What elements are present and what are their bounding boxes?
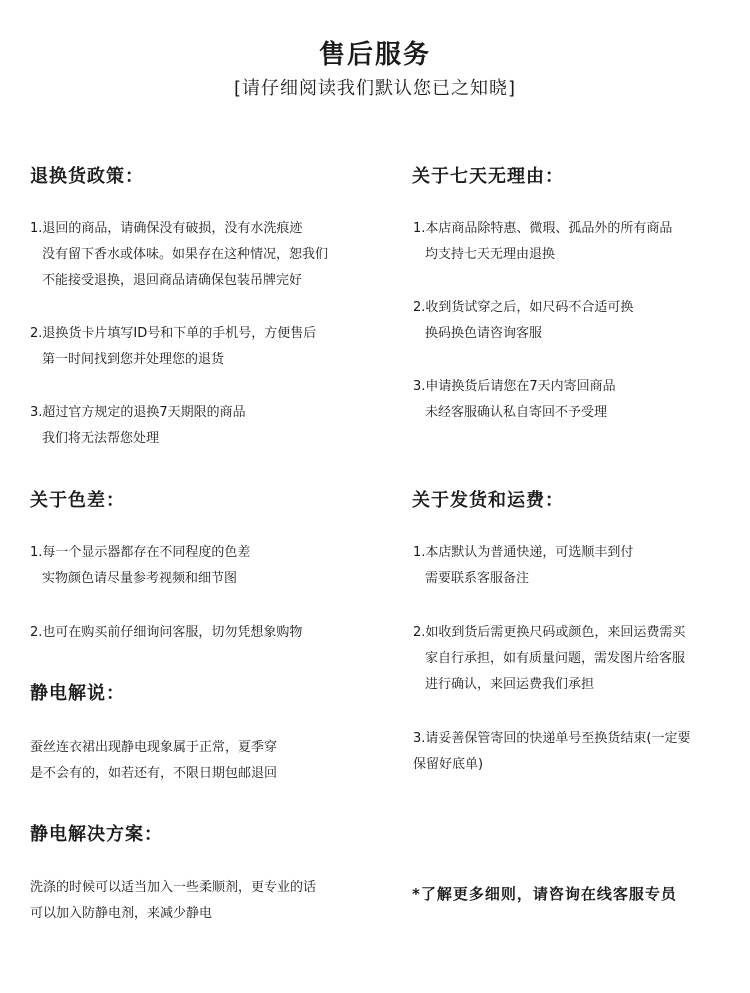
list-item-continuation: 未经客服确认私自寄回不予受理	[425, 405, 608, 420]
list-item: 3.申请换货后请您在7天内寄回商品	[413, 379, 616, 394]
list-item-continuation: 第一时间找到您并处理您的退货	[42, 352, 225, 367]
list-item: 1.本店商品除特惠、微瑕、孤品外的所有商品	[413, 221, 673, 236]
paragraph-line: 可以加入防静电剂，来减少静电	[30, 906, 213, 921]
shipping-list	[413, 540, 690, 778]
list-item-continuation: 需要联系客服备注	[425, 571, 530, 586]
static-note-text	[30, 735, 277, 787]
list-item: 2.退换货卡片填写ID号和下单的手机号，方便售后	[30, 326, 317, 341]
list-item-continuation: 不能接受退换，退回商品请确保包装吊牌完好	[42, 273, 303, 288]
list-item-continuation: 保留好底单)	[413, 757, 484, 772]
list-item: 3.请妥善保管寄回的快递单号至换货结束(一定要	[413, 731, 691, 746]
list-item-continuation: 家自行承担，如有质量问题，需发图片给客服	[425, 651, 686, 666]
list-item-continuation: 均支持七天无理由退换	[425, 247, 556, 262]
list-item: 2.如收到货后需更换尺码或颜色，来回运费需买	[413, 625, 686, 640]
paragraph-line: 洗涤的时候可以适当加入一些柔顺剂，更专业的话	[30, 880, 317, 895]
list-item: 3.超过官方规定的退换7天期限的商品	[30, 405, 246, 420]
static-solution-heading: 静电解决方案：	[30, 824, 163, 845]
color-diff-list	[30, 540, 302, 646]
return-policy-heading: 退换货政策：	[30, 166, 144, 187]
list-item-continuation: 没有留下香水或体味。如果存在这种情况，恕我们	[42, 247, 329, 262]
list-item: 1.每一个显示器都存在不同程度的色差	[30, 545, 251, 560]
list-item: 1.本店默认为普通快递，可选顺丰到付	[413, 545, 634, 560]
shipping-heading: 关于发货和运费：	[412, 490, 564, 511]
list-item-continuation: 换码换色请咨询客服	[425, 326, 543, 341]
list-item: 2.收到货试穿之后，如尺码不合适可换	[413, 300, 634, 315]
page-title: 售后服务	[318, 40, 431, 70]
list-item: 2.也可在购买前仔细询问客服，切勿凭想象购物	[30, 625, 303, 640]
color-diff-heading: 关于色差：	[30, 490, 125, 511]
static-solution-text	[30, 875, 316, 927]
list-item: 1.退回的商品，请确保没有破损，没有水洗痕迹	[30, 221, 303, 236]
list-item-continuation: 进行确认，来回运费我们承担	[425, 677, 595, 692]
seven-days-list	[413, 216, 672, 426]
paragraph-line: 是不会有的，如若还有，不限日期包邮退回	[30, 766, 278, 781]
static-note-heading: 静电解说：	[30, 683, 125, 704]
contact-note: *了解更多细则，请咨询在线客服专员	[412, 885, 677, 903]
return-policy-list	[30, 216, 328, 452]
paragraph-line: 蚕丝连衣裙出现静电现象属于正常，夏季穿	[30, 740, 278, 755]
list-item-continuation: 实物颜色请尽量参考视频和细节图	[42, 571, 238, 586]
list-item-continuation: 我们将无法帮您处理	[42, 431, 160, 446]
page-subtitle: [请仔细阅读我们默认您已之知晓]	[233, 78, 517, 99]
seven-days-heading: 关于七天无理由：	[412, 166, 564, 187]
